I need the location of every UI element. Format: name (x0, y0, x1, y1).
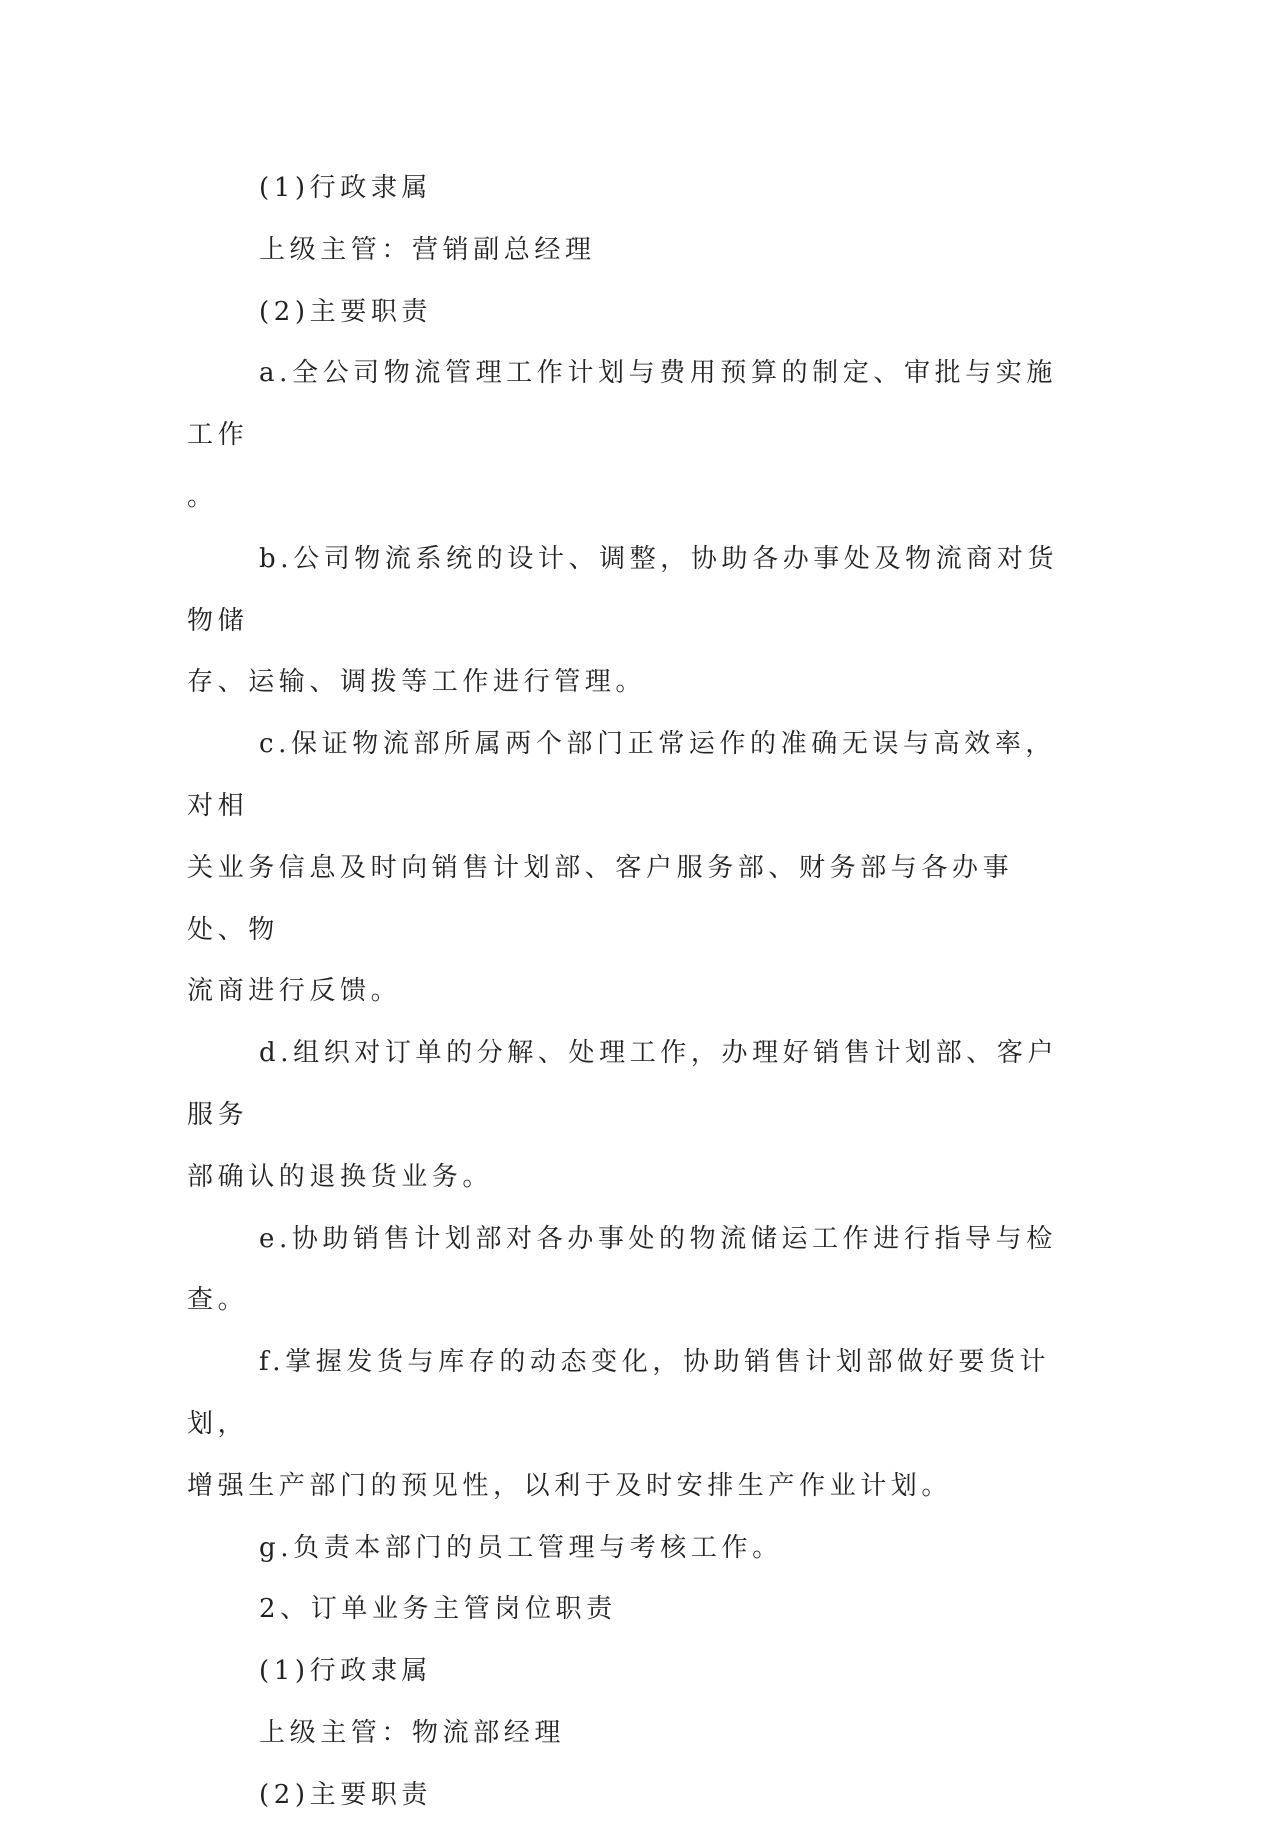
paragraph-main-duties-2: (2)主要职责 (259, 1779, 433, 1810)
paragraph-duty-d-cont: 部确认的退换货业务。 (187, 1161, 494, 1192)
paragraph-main-duties: (2)主要职责 (259, 296, 433, 327)
paragraph-supervisor: 上级主管：营销副总经理 (259, 234, 596, 265)
document-body (187, 158, 1067, 1827)
paragraph-duty-g: g.负责本部门的员工管理与考核工作。 (259, 1532, 783, 1563)
paragraph-duty-c-cont2: 流商进行反馈。 (187, 976, 402, 1007)
paragraph-duty-e: e.协助销售计划部对各办事处的物流储运工作进行指导与检查。 (187, 1223, 1057, 1316)
section-heading-order-supervisor: 2、订单业务主管岗位职责 (259, 1594, 617, 1625)
paragraph-duty-f: f.掌握发货与库存的动态变化，协助销售计划部做好要货计划， (187, 1347, 1051, 1439)
paragraph-duty-c: c.保证物流部所属两个部门正常运作的准确无误与高效率，对相 (187, 729, 1057, 821)
paragraph-duty-b: b.公司物流系统的设计、调整，协助各办事处及物流商对货物储 (187, 543, 1059, 636)
paragraph-duty-c-cont: 关业务信息及时向销售计划部、客户服务部、财务部与各办事处、物 (187, 852, 1014, 945)
paragraph-admin-affiliation: (1)行政隶属 (259, 173, 433, 203)
paragraph-duty-a: a.全公司物流管理工作计划与费用预算的制定、审批与实施工作 (187, 358, 1057, 451)
paragraph-duty-d: d.组织对订单的分解、处理工作，办理好销售计划部、客户服务 (187, 1038, 1059, 1130)
paragraph-supervisor-2: 上级主管：物流部经理 (259, 1717, 566, 1748)
paragraph-duty-f-cont: 增强生产部门的预见性，以利于及时安排生产作业计划。 (187, 1470, 953, 1501)
paragraph-duty-b-cont: 存、运输、调拨等工作进行管理。 (187, 667, 647, 698)
paragraph-duty-a-tail: 。 (187, 481, 218, 512)
paragraph-admin-affiliation-2: (1)行政隶属 (259, 1656, 433, 1687)
